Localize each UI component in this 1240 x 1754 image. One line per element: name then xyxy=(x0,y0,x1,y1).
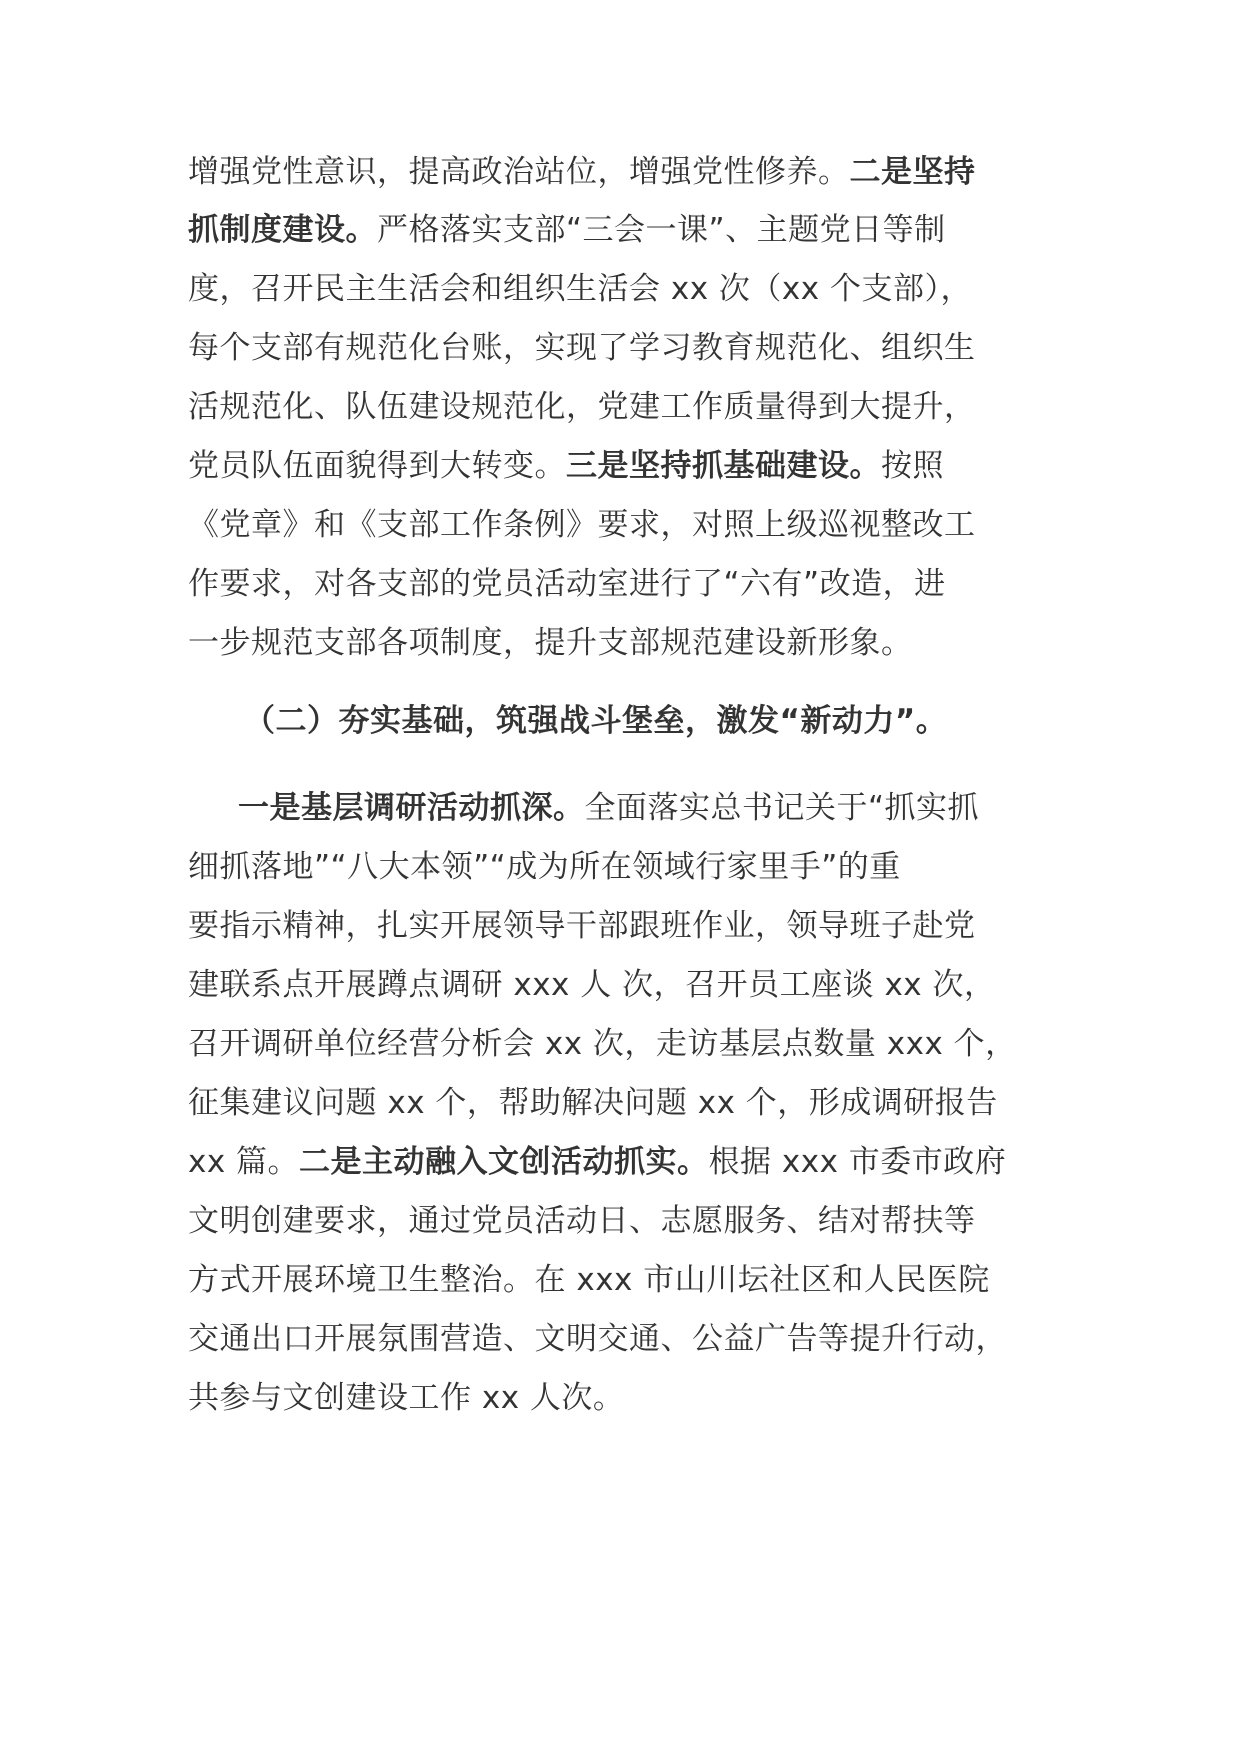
text-line xyxy=(188,152,976,192)
text-line xyxy=(188,505,976,545)
text-line xyxy=(188,1024,1017,1064)
text-run: 细抓落地”“八大本领”“成为所在领域行家里手”的重 xyxy=(188,849,901,885)
text-run: 度，召开民主生活会和组织生活会 xx 次（xx 个支部）， xyxy=(188,271,972,307)
text-run: 每个支部有规范化台账，实现了学习教育规范化、组织生 xyxy=(188,330,976,366)
bold-run: 二是坚持 xyxy=(849,154,976,190)
text-run: 增强党性意识，提高政治站位，增强党性修养。 xyxy=(188,154,850,190)
text-run: 作要求，对各支部的党员活动室进行了“六有”改造，进 xyxy=(188,566,946,602)
text-run: 按照 xyxy=(881,448,944,484)
text-run: 交通出口开展氛围营造、文明交通、公益广告等提升行动， xyxy=(188,1321,1007,1357)
bold-run: 二是主动融入文创活动抓实。 xyxy=(299,1144,709,1180)
text-line xyxy=(188,564,946,604)
text-line xyxy=(188,1201,976,1241)
text-line xyxy=(188,623,913,663)
bold-run: 一是基层调研活动抓深。 xyxy=(238,790,585,826)
text-run: 召开调研单位经营分析会 xx 次，走访基层点数量 xxx 个， xyxy=(188,1026,1017,1062)
text-run: 要指示精神，扎实开展领导干部跟班作业，领导班子赴党 xyxy=(188,908,976,944)
text-run: 文明创建要求，通过党员活动日、志愿服务、结对帮扶等 xyxy=(188,1203,976,1239)
text-line xyxy=(188,269,972,309)
text-line xyxy=(188,210,946,250)
bold-run: 三是坚持抓基础建设。 xyxy=(566,448,881,484)
text-run: 征集建议问题 xx 个，帮助解决问题 xx 个，形成调研报告 xyxy=(188,1085,998,1121)
text-run: 建联系点开展蹲点调研 xxx 人 次，召开员工座谈 xx 次， xyxy=(188,967,996,1003)
text-line xyxy=(188,1083,998,1123)
text-line xyxy=(188,965,996,1005)
text-line xyxy=(188,387,976,427)
text-line xyxy=(188,906,976,946)
text-line xyxy=(188,446,944,486)
text-line xyxy=(188,1142,1006,1182)
text-line xyxy=(188,847,901,887)
text-run: 根据 xxx 市委市政府 xyxy=(708,1144,1007,1180)
text-run: xx 篇。 xyxy=(188,1144,300,1180)
text-run: 全面落实总书记关于“抓实抓 xyxy=(584,790,980,826)
text-run: 党员队伍面貌得到大转变。 xyxy=(188,448,566,484)
paragraph-first-line xyxy=(238,788,979,828)
text-run: 方式开展环境卫生整治。在 xxx 市山川坛社区和人民医院 xyxy=(188,1262,990,1298)
text-line xyxy=(188,1260,990,1300)
section-heading xyxy=(244,701,947,741)
bold-run: 抓制度建设。 xyxy=(188,212,377,248)
text-run: 严格落实支部“三会一课”、主题党日等制 xyxy=(377,212,946,248)
text-line xyxy=(188,1378,624,1418)
text-line xyxy=(188,1319,1007,1359)
text-run: 《党章》和《支部工作条例》要求，对照上级巡视整改工 xyxy=(188,507,976,543)
bold-run: （二）夯实基础，筑强战斗堡垒，激发“新动力”。 xyxy=(244,703,948,739)
text-line xyxy=(188,328,976,368)
text-run: 活规范化、队伍建设规范化，党建工作质量得到大提升， xyxy=(188,389,976,425)
text-run: 共参与文创建设工作 xx 人次。 xyxy=(188,1380,625,1416)
text-run: 一步规范支部各项制度，提升支部规范建设新形象。 xyxy=(188,625,913,661)
